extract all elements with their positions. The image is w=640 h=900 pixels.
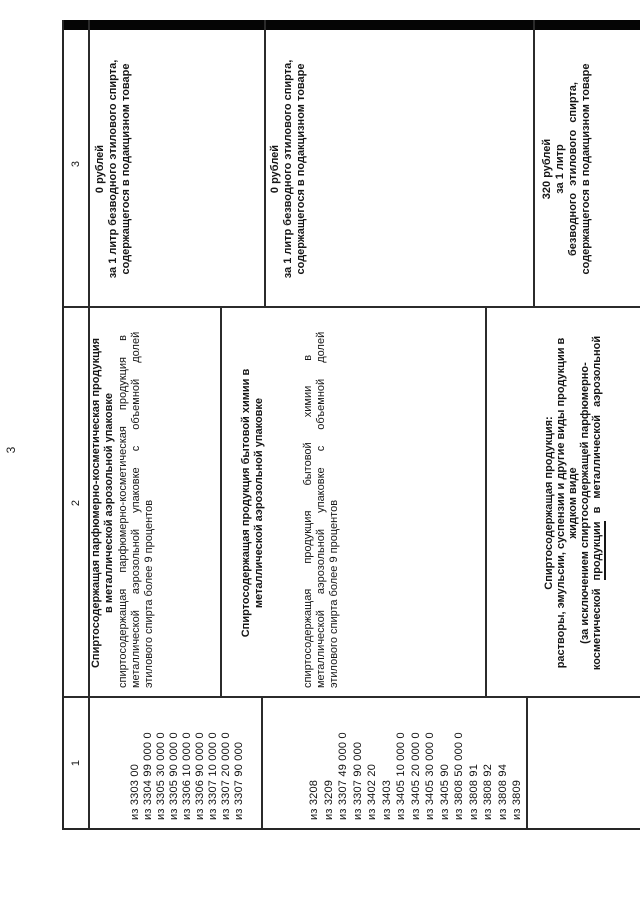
description-line: металлической аэрозольной упаковке с объемной долей <box>130 331 142 688</box>
code-line: из 3307 10 000 0 <box>207 732 219 820</box>
code-line: из 3808 92 <box>482 763 494 820</box>
title-line: жидком виде <box>567 467 579 539</box>
rate-line: за 1 литр <box>554 144 566 194</box>
title-fragment: косметической <box>591 580 603 671</box>
rate-line: за 1 литр безводного этилового спирта, <box>282 59 294 279</box>
code-line: из 3307 90 000 <box>351 741 364 820</box>
code-line: из 3307 20 000 0 <box>220 732 232 820</box>
code-list-group1 <box>129 732 246 820</box>
rate-line: содержащегося в подакцизном товаре <box>580 63 592 275</box>
code-line: из 3305 90 000 0 <box>168 732 180 820</box>
group3-rate <box>541 32 593 306</box>
group1-rate <box>94 32 133 306</box>
code-line: из 3306 90 000 0 <box>194 732 206 820</box>
code-line: из 3307 90 000 <box>233 741 245 820</box>
code-line: из 3808 50 000 0 <box>453 732 465 820</box>
title-line: Спиртосодержащая продукция: <box>543 416 555 590</box>
code-line: из 3305 30 000 0 <box>155 732 167 820</box>
title-line: (за исключением спиртосодержащей парфюмерно- <box>579 362 591 644</box>
code-line: из 3808 94 <box>496 763 509 820</box>
code-line: из 3307 49 000 0 <box>337 732 349 820</box>
code-line: из 3405 90 <box>438 763 451 820</box>
title-fragment: в металлической аэрозольной <box>591 335 603 522</box>
description-line: этилового спирта более 9 процентов <box>328 499 340 688</box>
group1-title <box>90 310 116 696</box>
title-line: Спиртосодержащая продукция бытовой химии в <box>240 368 252 638</box>
code-line: из 3304 99 000 0 <box>142 732 154 820</box>
row-separator-col2-group1-2 <box>220 308 222 698</box>
rate-line: 320 рублей <box>541 138 553 200</box>
row-separator-col1-group2-3 <box>526 698 528 828</box>
column-header-2: 2 <box>70 499 82 507</box>
description-line: спиртосодержащая парфюмерно-косметическая продукция в <box>117 335 129 688</box>
row-separator-col3-group1-2 <box>264 20 266 308</box>
rate-line: 0 рублей <box>94 144 106 194</box>
row-separator-col1-group1-2 <box>261 698 263 828</box>
group2-rate <box>269 32 308 306</box>
column-separator-2-3 <box>64 306 640 308</box>
group2-title <box>240 310 266 696</box>
description-line: этилового спирта более 9 процентов <box>143 499 155 688</box>
description-line: спиртосодержащая продукция бытовой химии в <box>302 354 314 688</box>
rate-line: содержащегося в подакцизном товаре <box>295 63 307 275</box>
title-line: растворы, эмульсии, суспензии и другие виды продукции в <box>555 337 567 669</box>
code-line: из 3209 <box>322 779 335 820</box>
code-line: из 3809 <box>511 779 523 820</box>
excise-rates-table <box>62 20 640 830</box>
rate-line: 0 рублей <box>269 144 281 194</box>
group3-title <box>543 310 603 696</box>
description-line: металлической аэрозольной упаковке с объемной долей <box>315 331 327 688</box>
row-separator-col3-group2-3 <box>533 20 535 308</box>
code-line: из 3405 20 000 0 <box>409 732 422 820</box>
group1-description <box>117 316 156 688</box>
title-line: в металлической аэрозольной упаковке <box>103 393 115 613</box>
code-line: из 3403 <box>380 779 393 820</box>
code-line: из 3208 <box>308 779 320 820</box>
code-line: из 3303 00 <box>129 763 141 820</box>
code-line: из 3405 30 000 0 <box>424 732 436 820</box>
code-list-group2 <box>307 732 525 820</box>
underlined-word: продукции <box>591 521 606 580</box>
rate-line: за 1 литр безводного этилового спирта, <box>107 59 119 279</box>
code-line: из 3306 10 000 0 <box>181 732 193 820</box>
code-line: из 3402 20 <box>366 763 378 820</box>
code-line: из 3405 10 000 0 <box>395 732 407 820</box>
rate-line: содержащегося в подакцизном товаре <box>120 63 132 275</box>
page-number: 3 <box>4 446 18 454</box>
title-line-with-underline <box>591 310 603 696</box>
title-line: Спиртосодержащая парфюмерно-косметическая продукция <box>90 337 102 669</box>
column-header-1: 1 <box>70 759 82 767</box>
rate-line: безводного этилового спирта, <box>567 82 579 256</box>
title-line: металлической аэрозольной упаковке <box>253 397 265 609</box>
column-separator-1-2 <box>64 696 640 698</box>
code-line: из 3808 91 <box>467 763 480 820</box>
column-header-3: 3 <box>70 160 82 168</box>
row-separator-col2-group2-3 <box>485 308 487 698</box>
table-right-thick-border <box>64 20 640 30</box>
group2-description <box>302 316 341 688</box>
